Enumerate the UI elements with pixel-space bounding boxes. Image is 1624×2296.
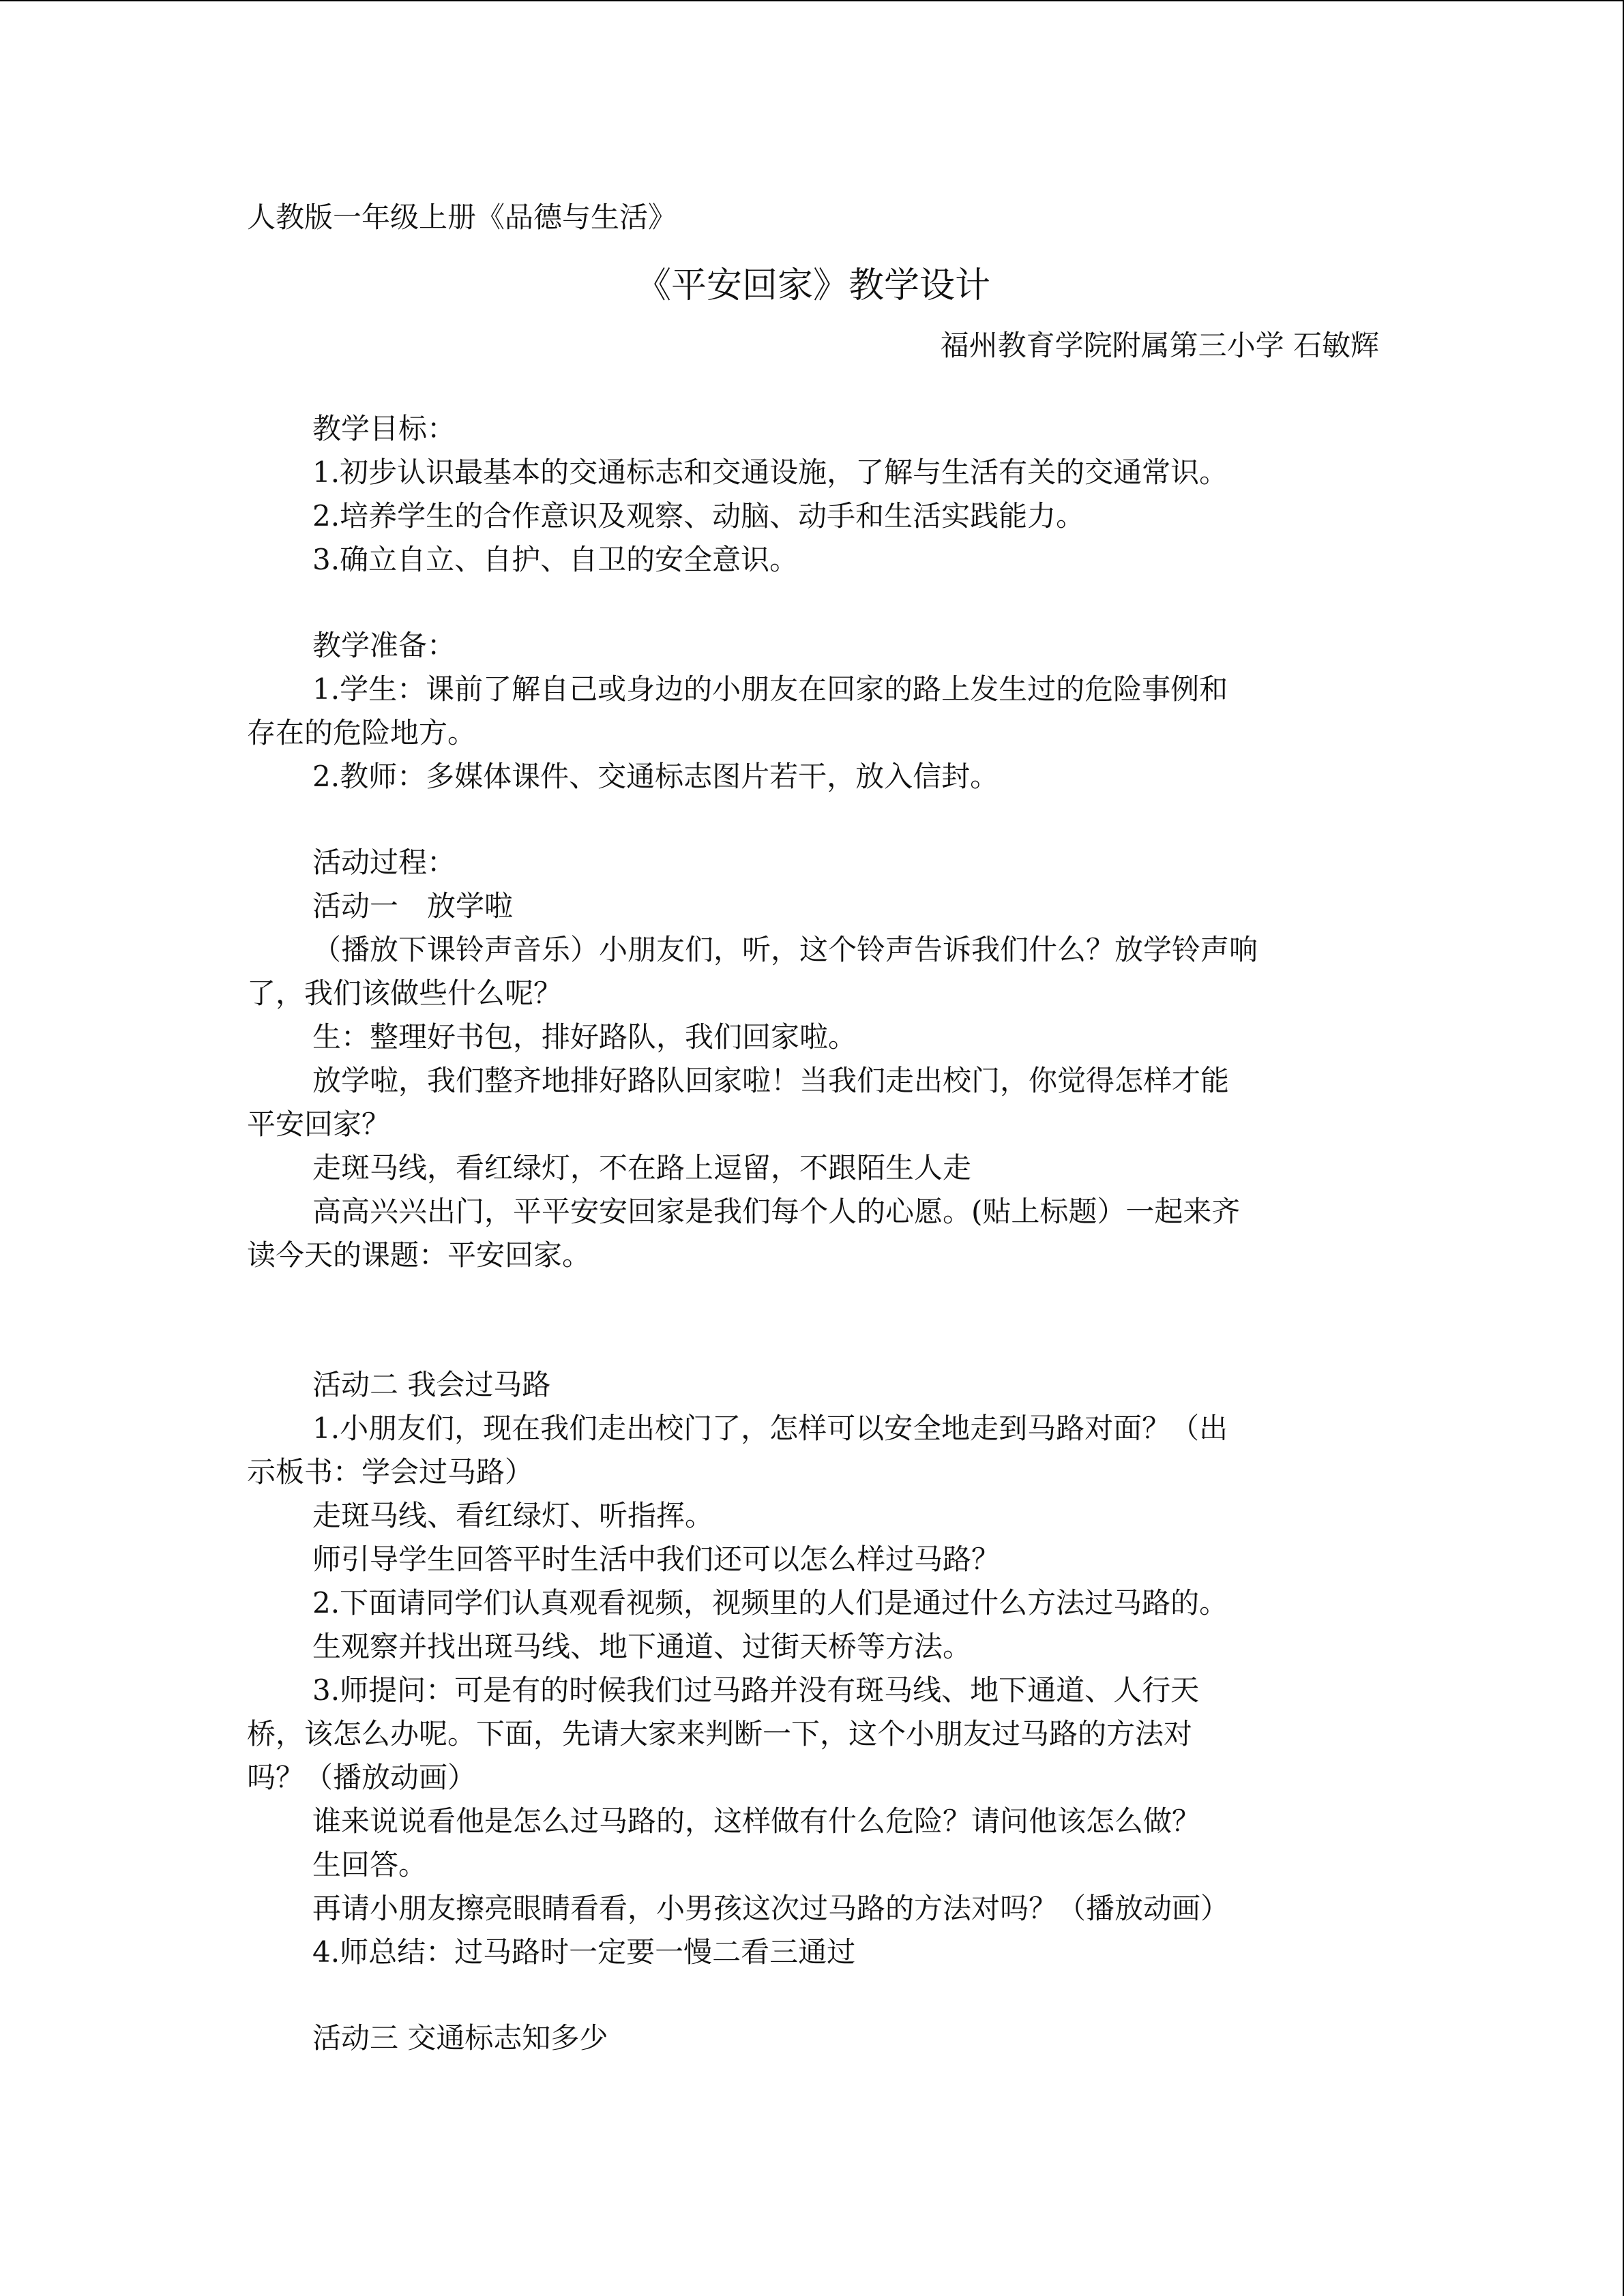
activity-2-p1-line-1: 1.小朋友们，现在我们走出校门了，怎样可以安全地走到马路对面？（出 xyxy=(312,1412,1228,1445)
activity-1-p5-line-1: 高高兴兴出门，平平安安回家是我们每个人的心愿。(贴上标题）一起来齐 xyxy=(312,1195,1241,1228)
activity-1-p3-line-2: 平安回家？ xyxy=(247,1107,391,1141)
activity-2-p5: 生观察并找出斑马线、地下通道、过街天桥等方法。 xyxy=(312,1630,972,1663)
activity-2-p10: 4.师总结：过马路时一定要一慢二看三通过 xyxy=(312,1935,856,1969)
activity-3-title: 活动三 交通标志知多少 xyxy=(312,2021,608,2055)
preparation-item-2: 2.教师：多媒体课件、交通标志图片若干，放入信封。 xyxy=(312,760,999,793)
preparation-heading: 教学准备： xyxy=(312,629,456,662)
objective-item-1: 1.初步认识最基本的交通标志和交通设施，了解与生活有关的交通常识。 xyxy=(312,456,1228,489)
activity-1-p1-line-1: （播放下课铃声音乐）小朋友们，听，这个铃声告诉我们什么？放学铃声响 xyxy=(312,933,1258,966)
activity-1-p1-line-2: 了，我们该做些什么呢？ xyxy=(247,976,563,1010)
document-body xyxy=(247,196,1379,2060)
activity-2-p2: 走斑马线、看红绿灯、听指挥。 xyxy=(312,1499,714,1532)
process-heading: 活动过程： xyxy=(312,846,456,879)
activity-1-p3-line-1: 放学啦，我们整齐地排好路队回家啦！当我们走出校门，你觉得怎样才能 xyxy=(312,1064,1230,1097)
activity-1-p5-line-2: 读今天的课题：平安回家。 xyxy=(247,1238,591,1272)
preparation-item-1-line-2: 存在的危险地方。 xyxy=(247,716,477,749)
activity-2-title: 活动二 我会过马路 xyxy=(312,1368,551,1401)
activity-2-p4: 2.下面请同学们认真观看视频，视频里的人们是通过什么方法过马路的。 xyxy=(312,1586,1228,1620)
activity-2-p7: 谁来说说看他是怎么过马路的，这样做有什么危险？请问他该怎么做？ xyxy=(312,1804,1201,1838)
activity-2-p6-line-1: 3.师提问：可是有的时候我们过马路并没有斑马线、地下通道、人行天 xyxy=(312,1673,1200,1707)
activity-2 xyxy=(247,1363,1379,1974)
activity-2-p6-line-2: 桥，该怎么办呢。下面，先请大家来判断一下，这个小朋友过马路的方法对 xyxy=(247,1717,1193,1750)
activity-1-p4: 走斑马线，看红绿灯，不在路上逗留，不跟陌生人走 xyxy=(312,1151,972,1184)
preparation-section xyxy=(247,624,1379,799)
activity-2-p9: 再请小朋友擦亮眼睛看看，小男孩这次过马路的方法对吗？（播放动画） xyxy=(312,1892,1230,1925)
objectives-heading: 教学目标： xyxy=(312,412,456,445)
objective-item-3: 3.确立自立、自护、自卫的安全意识。 xyxy=(312,543,799,576)
objective-item-2: 2.培养学生的合作意识及观察、动脑、动手和生活实践能力。 xyxy=(312,499,1085,533)
activity-3 xyxy=(247,2016,1379,2060)
source-line: 人教版一年级上册《品德与生活》 xyxy=(247,200,677,234)
author-line: 福州教育学院附属第三小学 石敏辉 xyxy=(940,329,1379,362)
activity-2-p3: 师引导学生回答平时生活中我们还可以怎么样过马路？ xyxy=(312,1542,1001,1576)
activity-1-title: 活动一 放学啦 xyxy=(312,889,514,923)
activity-1 xyxy=(247,884,1379,1277)
process-section xyxy=(247,841,1379,2060)
activity-2-p1-line-2: 示板书：学会过马路） xyxy=(247,1455,534,1489)
activity-2-p8: 生回答。 xyxy=(312,1848,428,1881)
preparation-item-1-line-1: 1.学生：课前了解自己或身边的小朋友在回家的路上发生过的危险事例和 xyxy=(312,672,1228,706)
activity-1-p2: 生：整理好书包，排好路队，我们回家啦。 xyxy=(312,1020,857,1054)
page-title: 《平安回家》教学设计 xyxy=(635,265,990,306)
activity-2-p6-line-3: 吗？（播放动画） xyxy=(247,1761,477,1794)
objectives-section xyxy=(247,407,1379,582)
